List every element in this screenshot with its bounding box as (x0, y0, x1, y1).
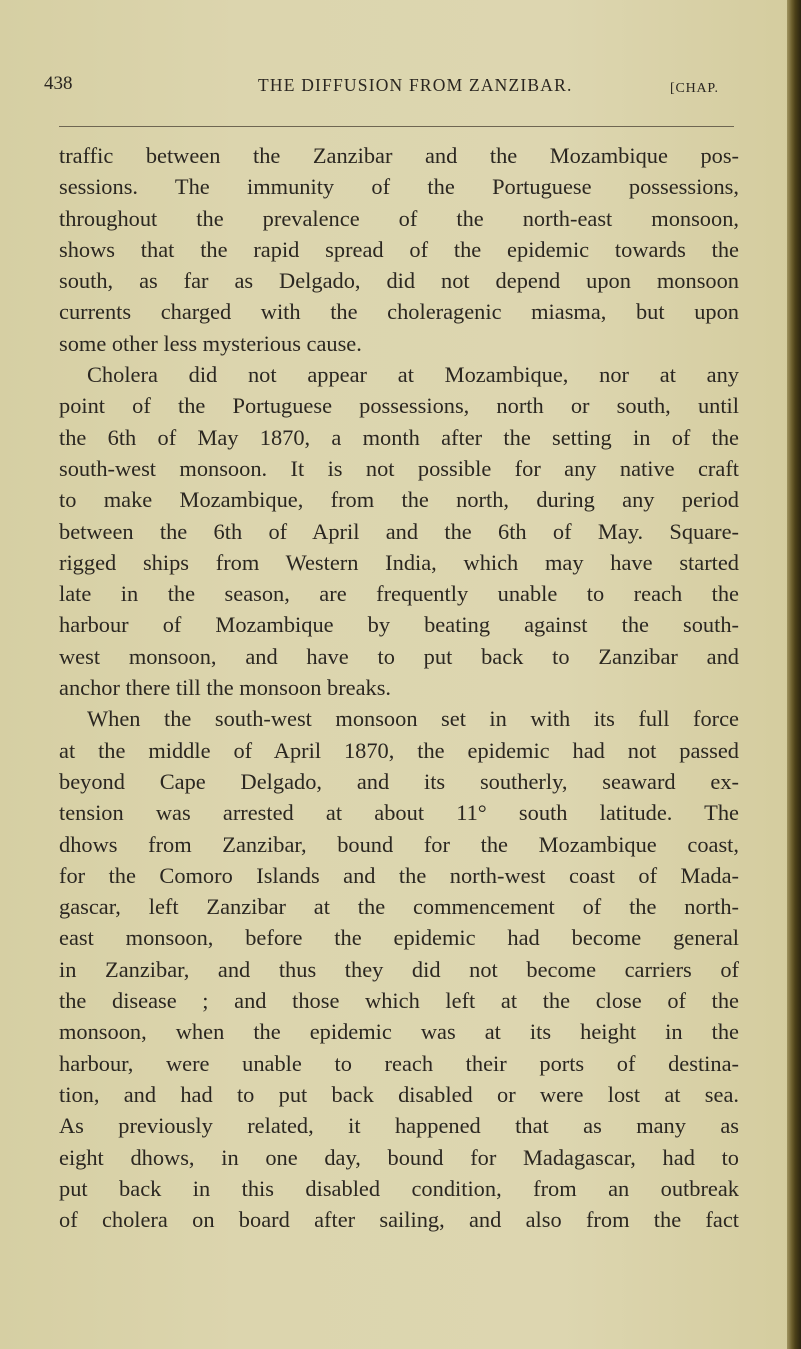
text-line: put back in this disabled condition, from an outbreak (59, 1175, 739, 1201)
text-line: currents charged with the choleragenic miasma, but upon (59, 299, 739, 325)
paragraph (59, 140, 739, 359)
text-line: some other less mysterious cause. (59, 330, 362, 356)
text-line: sessions. The immunity of the Portuguese possessions, (59, 174, 739, 200)
text-line: rigged ships from Western India, which may have started (59, 549, 739, 575)
running-title: THE DIFFUSION FROM ZANZIBAR. (258, 75, 573, 95)
text-line: at the middle of April 1870, the epidemic had not passed (59, 737, 739, 763)
text-line: west monsoon, and have to put back to Zanzibar and (59, 643, 739, 669)
text-line: As previously related, it happened that as many as (59, 1113, 739, 1139)
text-line: tension was arrested at about 11° south latitude. The (59, 800, 739, 826)
body-text (59, 140, 739, 1235)
text-line: shows that the rapid spread of the epidemic towards the (59, 236, 739, 262)
text-line: traffic between the Zanzibar and the Mozambique pos- (59, 143, 739, 168)
paragraph (59, 359, 739, 703)
text-line: in Zanzibar, and thus they did not become carriers of (59, 956, 739, 982)
text-line: harbour of Mozambique by beating against the south- (59, 612, 739, 638)
text-line: anchor there till the monsoon breaks. (59, 675, 392, 701)
text-line: the disease ; and those which left at the close of the (59, 988, 739, 1014)
text-line: Cholera did not appear at Mozambique, nor at any (87, 362, 739, 388)
text-line: gascar, left Zanzibar at the commencement of the north- (59, 894, 739, 920)
text-line: south-west monsoon. It is not possible for any native craft (59, 455, 739, 481)
text-line: to make Mozambique, from the north, during any period (59, 487, 739, 513)
page-edge (787, 0, 801, 1349)
header-rule (59, 126, 734, 127)
paragraph (59, 703, 739, 1235)
text-line: beyond Cape Delgado, and its southerly, seaward ex- (59, 768, 739, 794)
text-line: tion, and had to put back disabled or were lost at sea. (59, 1081, 739, 1107)
text-line: late in the season, are frequently unable to reach the (59, 581, 739, 607)
text-line: eight dhows, in one day, bound for Madagascar, had to (59, 1144, 739, 1170)
text-line: monsoon, when the epidemic was at its height in the (59, 1019, 739, 1045)
text-line: between the 6th of April and the 6th of May. Square- (59, 518, 739, 544)
text-line: throughout the prevalence of the north-east monsoon, (59, 205, 739, 231)
page-header (44, 73, 734, 109)
text-line: for the Comoro Islands and the north-west coast of Mada- (59, 862, 739, 888)
text-line: harbour, were unable to reach their ports of destina- (59, 1050, 739, 1076)
text-line: east monsoon, before the epidemic had become general (59, 925, 739, 951)
chapter-label: [CHAP. (670, 81, 719, 96)
text-line: When the south-west monsoon set in with its full force (87, 706, 739, 732)
page-number: 438 (44, 73, 73, 94)
text-line: point of the Portuguese possessions, north or south, until (59, 393, 739, 419)
text-line: the 6th of May 1870, a month after the setting in of the (59, 424, 739, 450)
text-line: south, as far as Delgado, did not depend upon monsoon (59, 268, 739, 294)
text-line: dhows from Zanzibar, bound for the Mozambique coast, (59, 831, 739, 857)
text-line: of cholera on board after sailing, and also from the fact (59, 1207, 739, 1233)
